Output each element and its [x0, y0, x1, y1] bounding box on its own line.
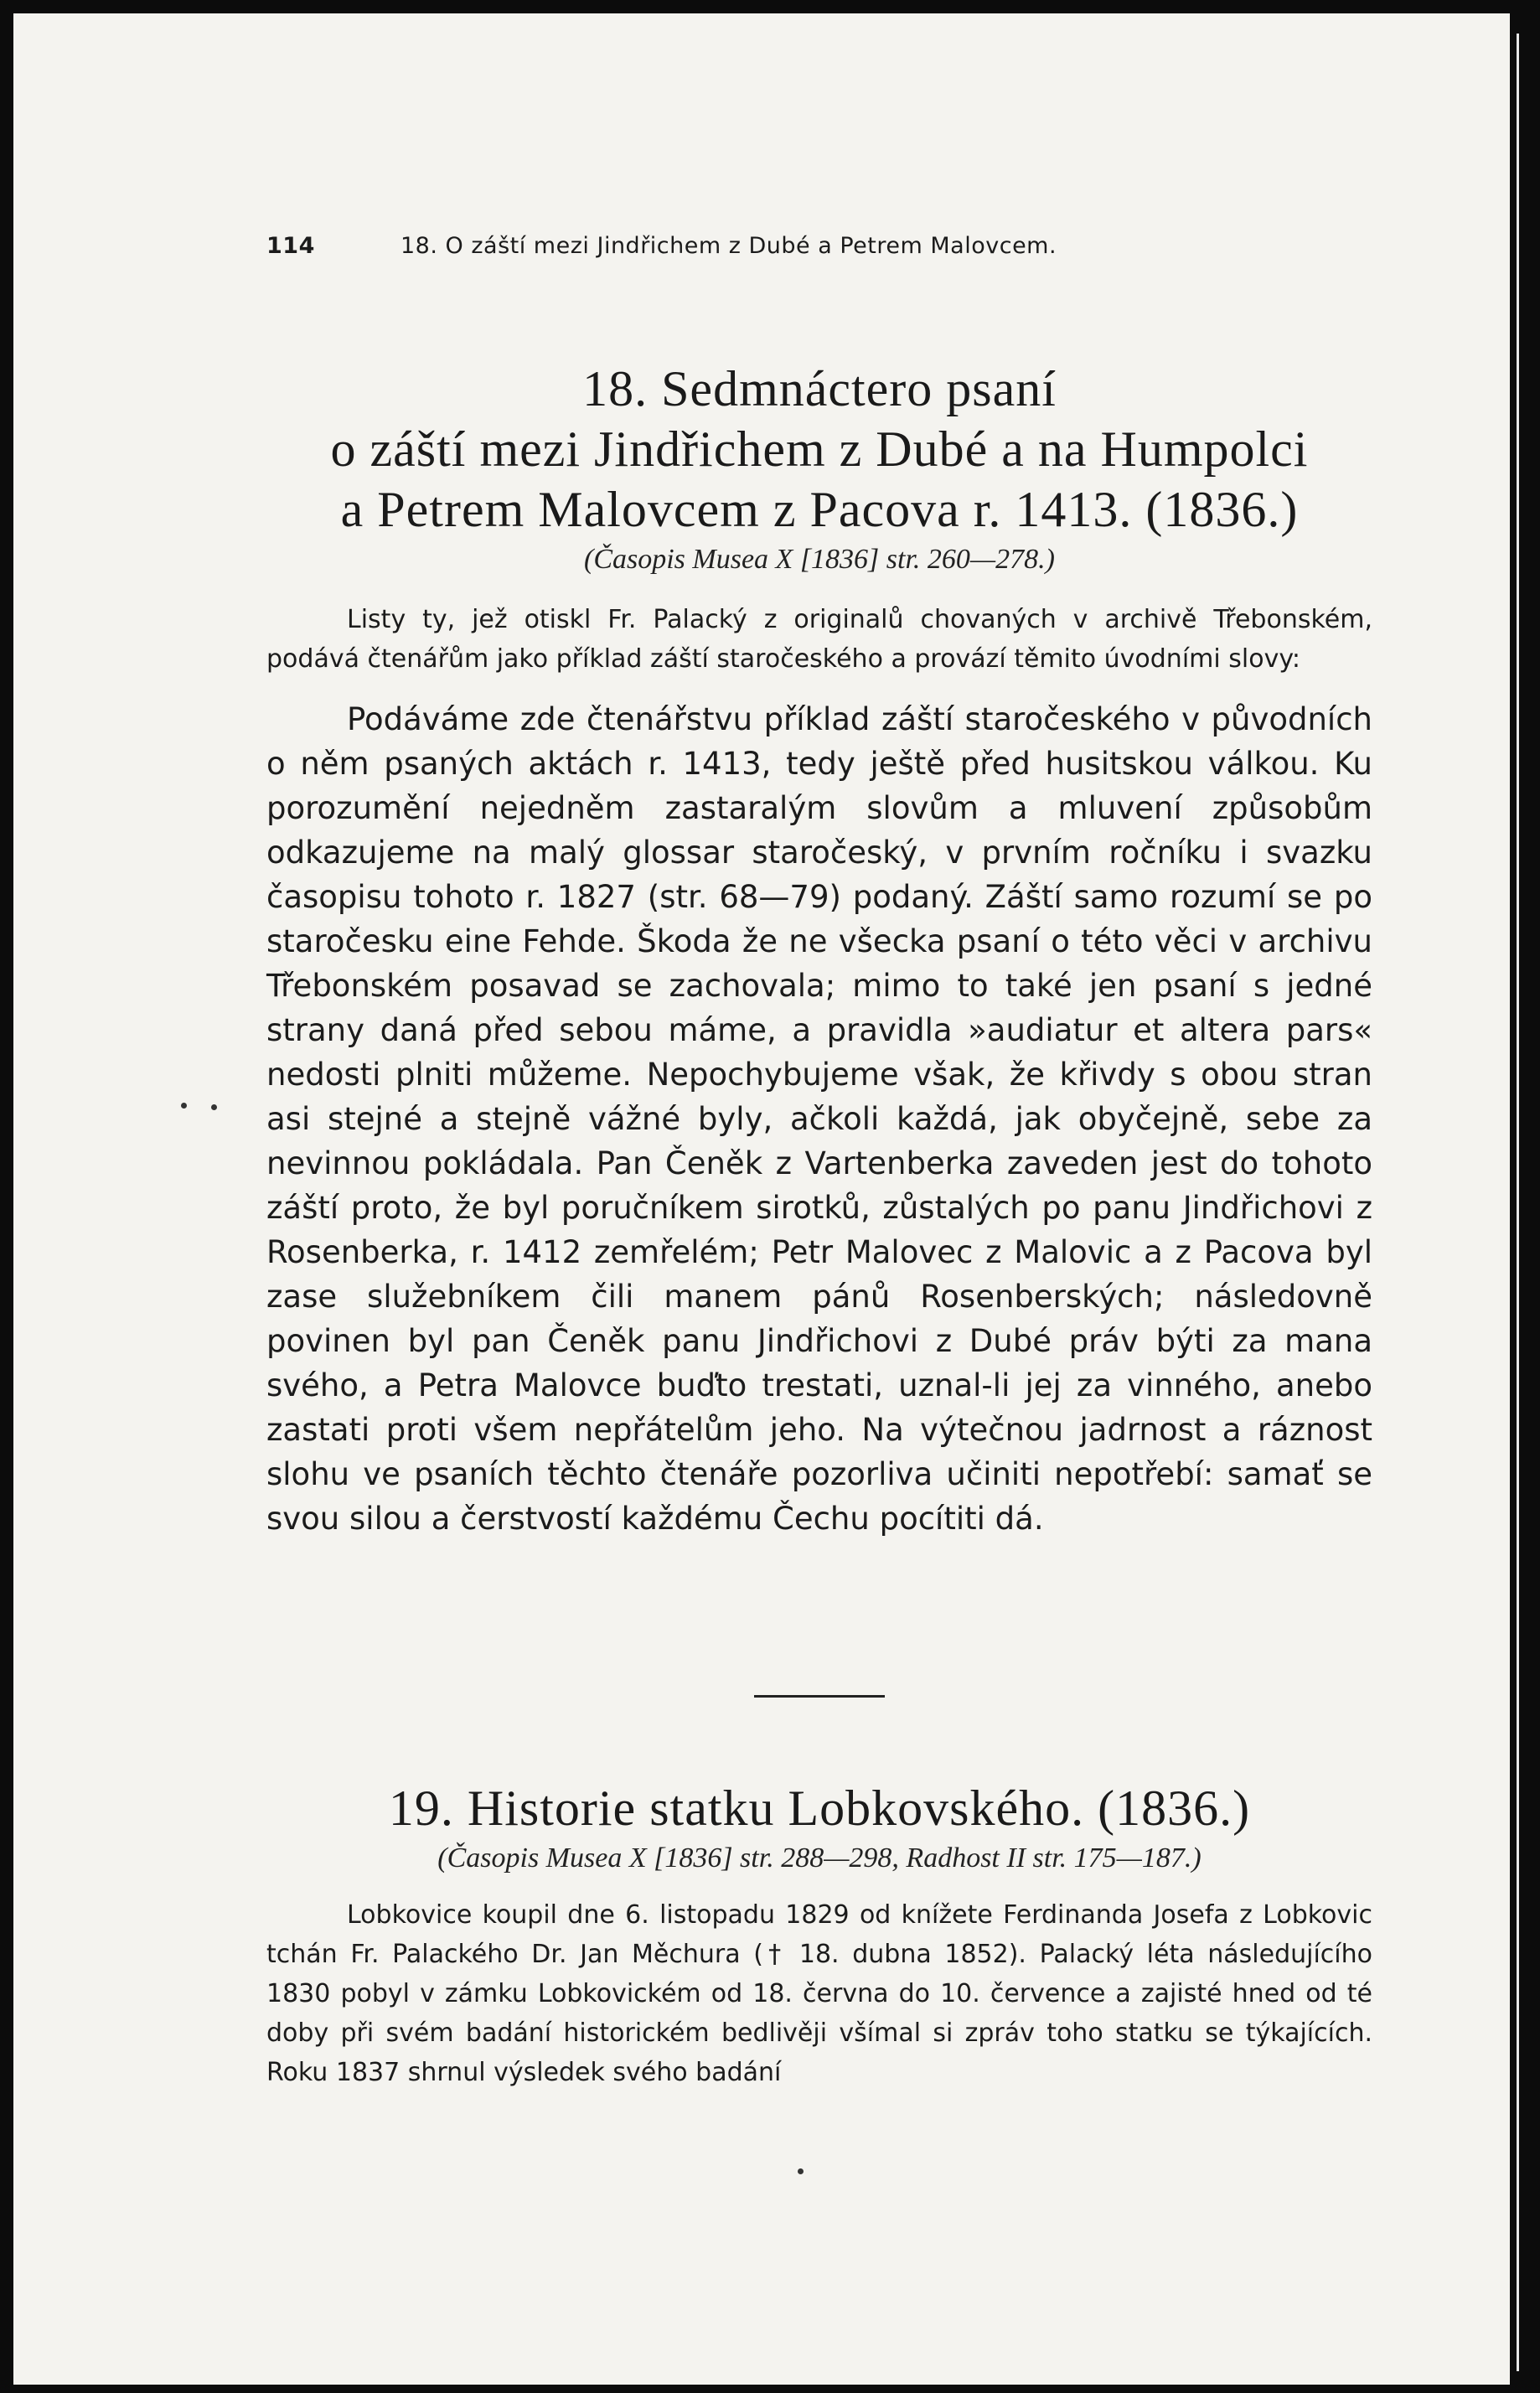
section-18-intro: Listy ty, jež otiskl Fr. Palacký z originalů chovaných v archivě Třebonském, podává čtenářům jako příklad záští staročeského a provází těmito úvodními slovy:	[266, 605, 1372, 674]
print-speck	[211, 1104, 217, 1110]
section-19-body: Lobkovice koupil dne 6. listopadu 1829 od knížete Ferdinanda Josefa z Lobkovic tchán Fr. Palackého Dr. Jan Měchura († 18. dubna 1852). Palacký léta následujícího 1830 pobyl v zámku Lobkovickém od 18. června do 10. července a zajisté hned od té doby při svém badání historickém bedlivěji všímal si zpráv toho statku se týkajících. Roku 1837 shrnul výsledek svého badání	[266, 1900, 1372, 2087]
section-divider	[754, 1695, 885, 1698]
print-speck	[798, 2168, 804, 2174]
section-18-heading	[266, 359, 1372, 540]
section-18-source: (Časopis Musea X [1836] str. 260—278.)	[584, 544, 1055, 575]
heading-line: a Petrem Malovcem z Pacova r. 1413. (1836.)	[340, 482, 1299, 537]
book-page	[13, 13, 1510, 2385]
scan-border	[1510, 0, 1540, 2393]
section-19	[266, 1695, 1372, 2092]
page-number: 114	[266, 233, 315, 259]
section-19-heading: 19. Historie statku Lobkovského. (1836.)	[388, 1781, 1251, 1836]
scan-edge-line	[1517, 34, 1519, 2371]
section-19-source: (Časopis Musea X [1836] str. 288—298, Radhost II str. 175—187.)	[437, 1843, 1202, 1874]
running-title: 18. O záští mezi Jindřichem z Dubé a Petrem Malovcem.	[401, 233, 1057, 259]
section-18-body: Podáváme zde čtenářstvu příklad záští staročeského v původních o něm psaných aktách r. 1413, tedy ještě před husitskou válkou. Ku porozumění nejedněm zastaralým slovům a mluvení způsobům odkazujeme na malý glossar staročeský, v prvním ročníku i svazku časopisu tohoto r. 1827 (str. 68—79) podaný. Záští samo rozumí se po staročesku eine Fehde. Škoda že ne všecka psaní o této věci v archivu Třebonském posavad se zachovala; mimo to také jen psaní s jedné strany daná před sebou máme, a pravidla »audiatur et altera pars« nedosti plniti můžeme. Nepochybujeme však, že křivdy s obou stran asi stejné a stejně vážné byly, ačkoli každá, jak obyčejně, sebe za nevinnou pokládala. Pan Čeněk z Vartenberka zaveden jest do tohoto záští proto, že byl poručníkem sirotků, zůstalých po panu Jindřichovi z Rosenberka, r. 1412 zemřelém; Petr Malovec z Malovic a z Pacova byl zase služebníkem čili manem pánů Rosenberských; následovně povinen byl pan Čeněk panu Jindřichovi z Dubé práv býti za mana svého, a Petra Malovce buďto trestati, uznal-li jej za vinného, anebo zastati proti všem nepřátelům jeho. Na výtečnou jadrnost a ráznost slohu ve psaních těchto čtenáře pozorliva učiniti nepotřebí: samať se svou silou a čerstvostí každému Čechu pocítiti dá.	[266, 701, 1372, 1537]
print-speck	[181, 1103, 187, 1109]
section-18	[266, 359, 1372, 1541]
heading-line: o záští mezi Jindřichem z Dubé a na Humpolci	[330, 421, 1309, 477]
heading-line: 18. Sedmnáctero psaní	[582, 361, 1057, 416]
running-head	[266, 233, 1372, 266]
